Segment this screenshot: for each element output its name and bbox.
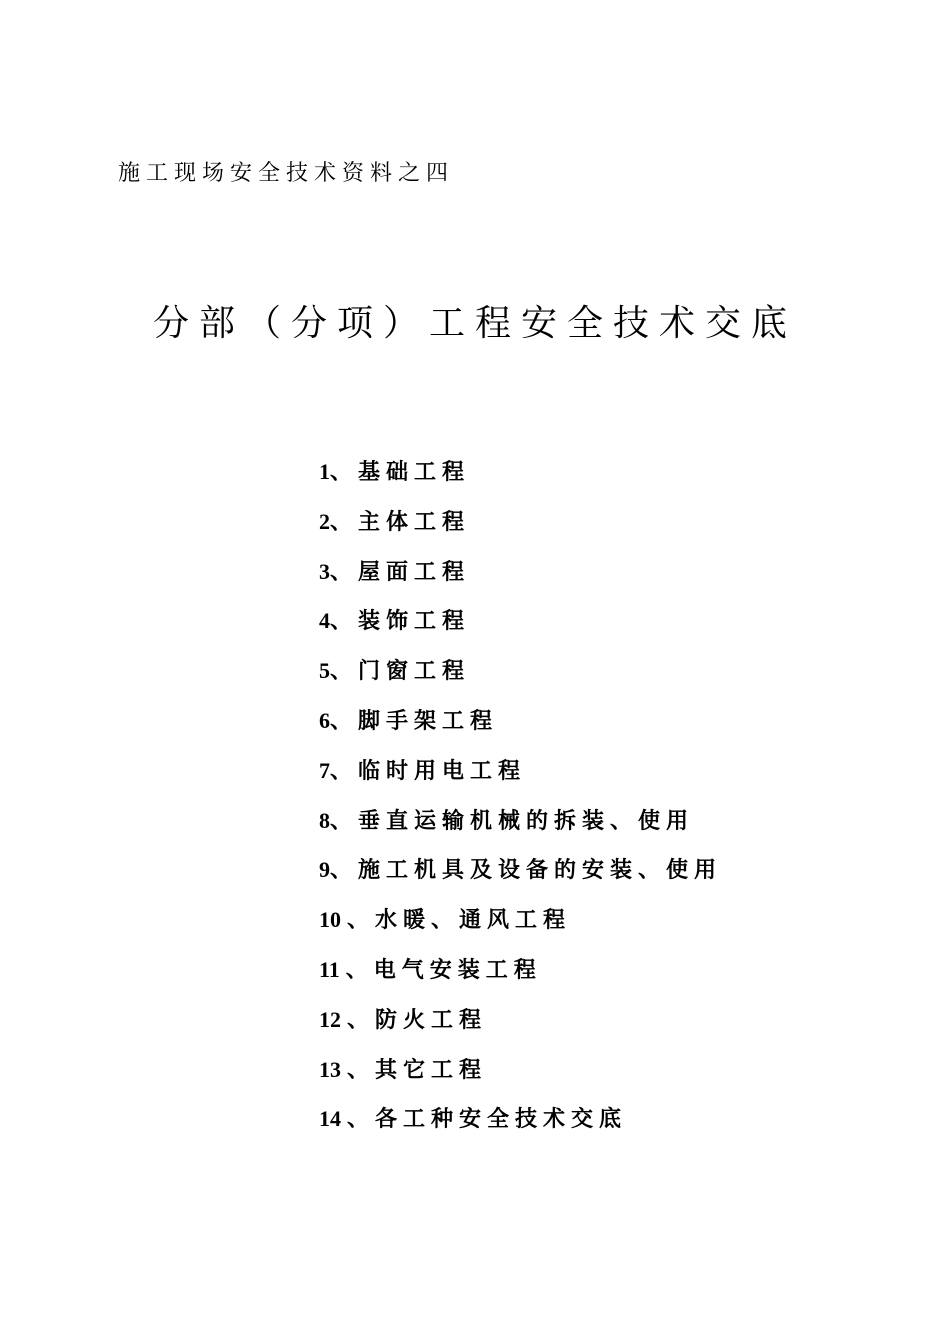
toc-item bbox=[319, 1050, 722, 1100]
toc-item-number: 5 bbox=[319, 658, 330, 684]
toc-item bbox=[319, 950, 722, 1000]
toc-item-label: 、电气安装工程 bbox=[345, 956, 542, 983]
toc-item-label: 、垂直运输机械的拆装、使用 bbox=[330, 807, 695, 834]
toc-item-number: 11 bbox=[319, 956, 340, 982]
toc-item-number: 1 bbox=[319, 459, 330, 484]
toc-item bbox=[319, 601, 722, 651]
toc-item-number: 3 bbox=[319, 558, 330, 584]
toc-item-number: 8 bbox=[319, 807, 330, 833]
toc-item-label: 、脚手架工程 bbox=[330, 707, 499, 734]
toc-item bbox=[319, 552, 722, 602]
toc-item bbox=[319, 452, 722, 502]
toc-item bbox=[319, 801, 722, 851]
toc-item bbox=[319, 900, 722, 950]
toc-item-label: 、水暖、通风工程 bbox=[347, 907, 572, 934]
toc-item bbox=[319, 850, 722, 900]
toc-item-number: 14 bbox=[319, 1106, 341, 1132]
toc-item bbox=[319, 1099, 722, 1149]
toc-item-label: 、屋面工程 bbox=[330, 558, 471, 585]
toc-item-number: 13 bbox=[319, 1056, 341, 1082]
toc-item bbox=[319, 701, 722, 751]
toc-item-number: 6 bbox=[319, 707, 330, 733]
toc-item-label: 、防火工程 bbox=[347, 1006, 488, 1033]
toc-item-number: 4 bbox=[319, 608, 330, 634]
toc-item-number: 12 bbox=[319, 1006, 341, 1032]
toc-item bbox=[319, 502, 722, 552]
toc-item-label: 、临时用电工程 bbox=[330, 757, 527, 784]
toc-item bbox=[319, 1000, 722, 1050]
toc-item-number: 10 bbox=[319, 907, 341, 933]
toc-item-label: 、施工机具及设备的安装、使用 bbox=[330, 857, 723, 884]
document-title: 分部（分项）工程安全技术交底 bbox=[152, 303, 797, 344]
toc-item-label: 、装饰工程 bbox=[330, 608, 471, 635]
toc-item-label: 、其它工程 bbox=[347, 1056, 488, 1083]
toc-item-label: 、各工种安全技术交底 bbox=[347, 1106, 628, 1133]
table-of-contents bbox=[319, 452, 722, 1149]
toc-item-label: 、主体工程 bbox=[330, 508, 471, 535]
document-subtitle: 施工现场安全技术资料之四 bbox=[118, 161, 455, 186]
toc-item-label: 、门窗工程 bbox=[330, 658, 471, 685]
toc-item bbox=[319, 751, 722, 801]
toc-item-number: 9 bbox=[319, 857, 330, 883]
toc-item-number: 2 bbox=[319, 508, 330, 534]
toc-item-label: 、基础工程 bbox=[330, 459, 471, 485]
toc-item bbox=[319, 651, 722, 701]
toc-item-number: 7 bbox=[319, 757, 330, 783]
